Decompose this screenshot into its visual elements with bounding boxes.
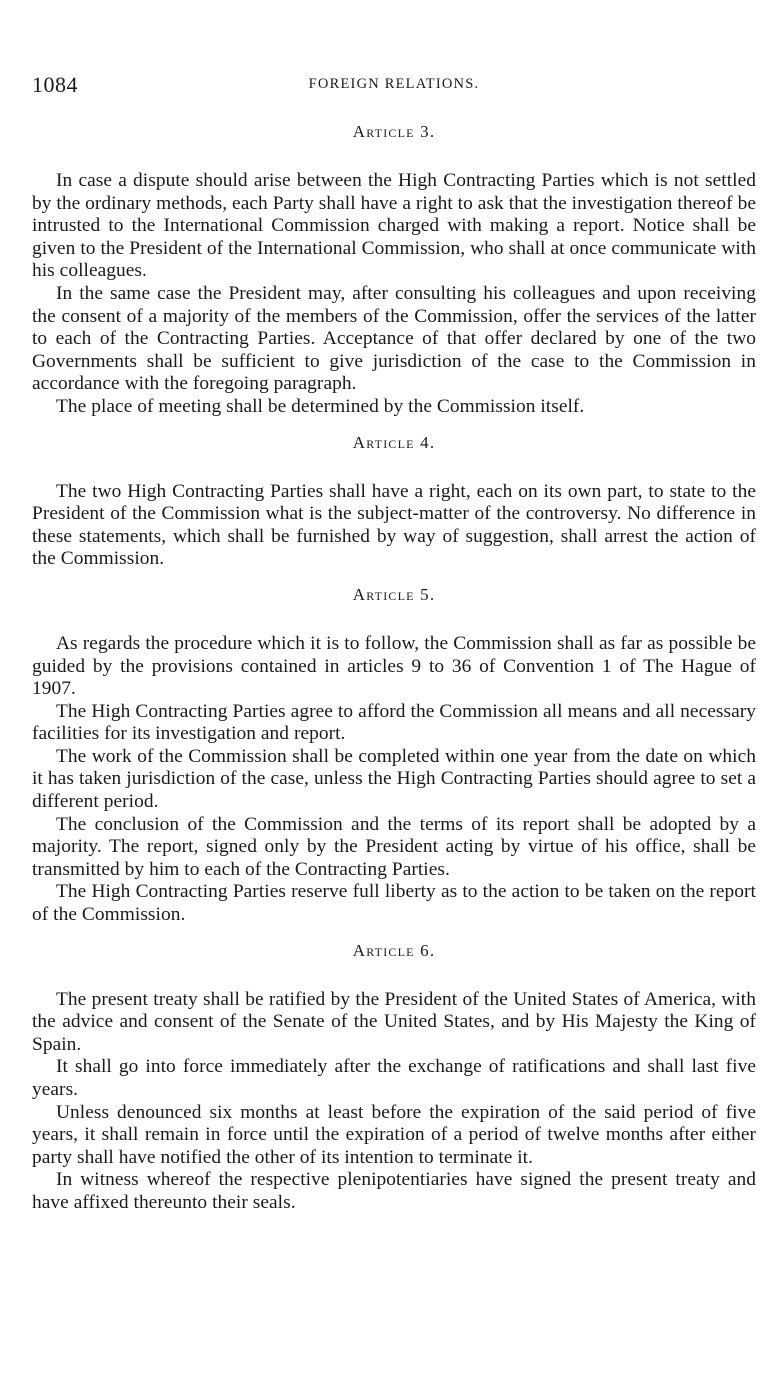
article-heading: Article 3. [352, 122, 436, 141]
article-paragraph: The present treaty shall be ratified by the President of the United States of America, with the advice and consent of the Senate of the United States, and by His Majesty the King of Spain. [32, 988, 756, 1055]
article-paragraph: Unless denounced six months at least before the expiration of the said period of five years, it shall remain in force until the expiration of a period of twelve months after either party shall have notified the other of its intention to terminate it. [32, 1101, 756, 1168]
article-paragraph: It shall go into force immediately after the exchange of ratifications and shall last five years. [32, 1056, 756, 1100]
articles-container [32, 122, 756, 1215]
article-heading: Article 5. [352, 584, 436, 604]
article-section [32, 585, 756, 927]
article-heading: Article 4. [352, 432, 436, 452]
running-header [32, 72, 756, 102]
document-page [32, 72, 756, 1215]
article-paragraph: The work of the Commission shall be completed within one year from the date on which it has taken jurisdiction of the case, unless the High Contracting Parties should agree to set a different period. [32, 745, 756, 813]
article-paragraph: The conclusion of the Commission and the terms of its report shall be adopted by a majority. The report, signed only by the President acting by virtue of his office, shall be transmitted by him to each of the Contracting Parties. [32, 813, 756, 880]
article-section [32, 941, 756, 1215]
article-paragraph: The High Contracting Parties agree to afford the Commission all means and all necessary facilities for its investigation and report. [32, 700, 756, 745]
running-title: FOREIGN RELATIONS. [308, 76, 480, 92]
article-paragraph: The two High Contracting Parties shall have a right, each on its own part, to state to the President of the Commission what is the subject-matter of the controversy. No difference in these statements, which shall be furnished by way of suggestion, shall arrest the action of the Commission. [32, 480, 756, 570]
article-paragraph: The High Contracting Parties reserve full liberty as to the action to be taken on the report of the Commission. [32, 881, 756, 926]
article-heading: Article 6. [352, 940, 436, 960]
article-paragraph: In the same case the President may, after consulting his colleagues and upon receiving the consent of a majority of the members of the Commission, offer the services of the latter to each of the Contracting Parties. Acceptance of that offer declared by one of the two Governments shall be sufficient to give jurisdiction of the case to the Commission in accordance with the foregoing paragraph. [32, 282, 756, 395]
article-paragraph: In witness whereof the respective plenipotentiaries have signed the present treaty and have affixed thereunto their seals. [32, 1169, 756, 1213]
article-paragraph: In case a dispute should arise between the High Contracting Parties which is not settled by the ordinary methods, each Party shall have a right to ask that the investigation thereof be intrusted to the International Commission charged with making a report. Notice shall be given to the President of the International Commission, who shall at once communicate with his colleagues. [32, 170, 756, 282]
article-paragraph: The place of meeting shall be determined by the Commission itself. [56, 395, 585, 417]
page-number: 1084 [32, 72, 78, 97]
article-section [32, 122, 756, 419]
article-paragraph: As regards the procedure which it is to follow, the Commission shall as far as possible be guided by the provisions contained in articles 9 to 36 of Convention 1 of The Hague of 1907. [32, 632, 756, 700]
article-section [32, 433, 756, 571]
